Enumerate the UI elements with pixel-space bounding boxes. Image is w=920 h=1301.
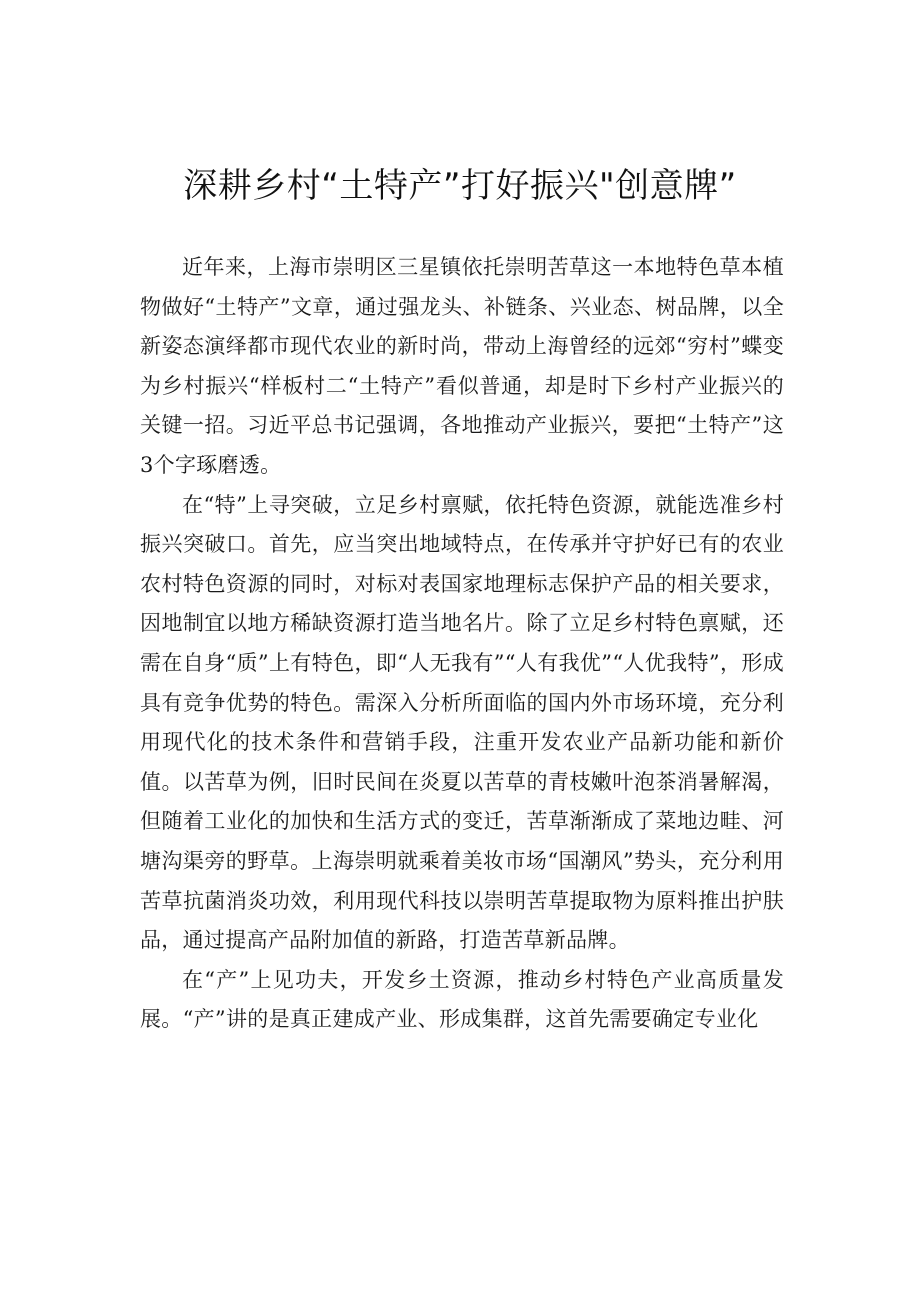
document-body xyxy=(140,248,784,1040)
paragraph-chan: 在“产”上见功夫，开发乡土资源，推动乡村特色产业高质量发展。“产”讲的是真正建成产业、形成集群，这首先需要确定专业化 xyxy=(140,967,784,1032)
paragraph-te: 在“特”上寻突破，立足乡村禀赋，依托特色资源，就能选准乡村振兴突破口。首先，应当突出地域特点，在传承并守护好已有的农业农村特色资源的同时，对标对表国家地理标志保护产品的相关要求，因地制宜以地方稀缺资源打造当地名片。除了立足乡村特色禀赋，还需在自身“质”上有特色，即“人无我有”“人有我优”“人优我特”，形成具有竞争优势的特色。需深入分析所面临的国内外市场环境，充分利用现代化的技术条件和营销手段，注重开发农业产品新功能和新价值。以苦草为例，旧时民间在炎夏以苦草的青枝嫩叶泡茶消暑解渴，但随着工业化的加快和生活方式的变迁，苦草渐渐成了菜地边畦、河塘沟渠旁的野草。上海崇明就乘着美妆市场“国潮风”势头，充分利用苦草抗菌消炎功效，利用现代科技以崇明苦草提取物为原料推出护肤品，通过提高产品附加值的新路，打造苦草新品牌。 xyxy=(140,492,784,953)
document-title: 深耕乡村“土特产”打好振兴"创意牌” xyxy=(183,166,737,206)
paragraph-intro: 近年来，上海市崇明区三星镇依托崇明苦草这一本地特色草本植物做好“土特产”文章，通过强龙头、补链条、兴业态、树品牌，以全新姿态演绎都市现代农业的新时尚，带动上海曾经的远郊“穷村”蝶变为乡村振兴“样板村二“土特产”看似普通，却是时下乡村产业振兴的关键一招。习近平总书记强调，各地推动产业振兴，要把“土特产”这3个字琢磨透。 xyxy=(140,255,784,477)
